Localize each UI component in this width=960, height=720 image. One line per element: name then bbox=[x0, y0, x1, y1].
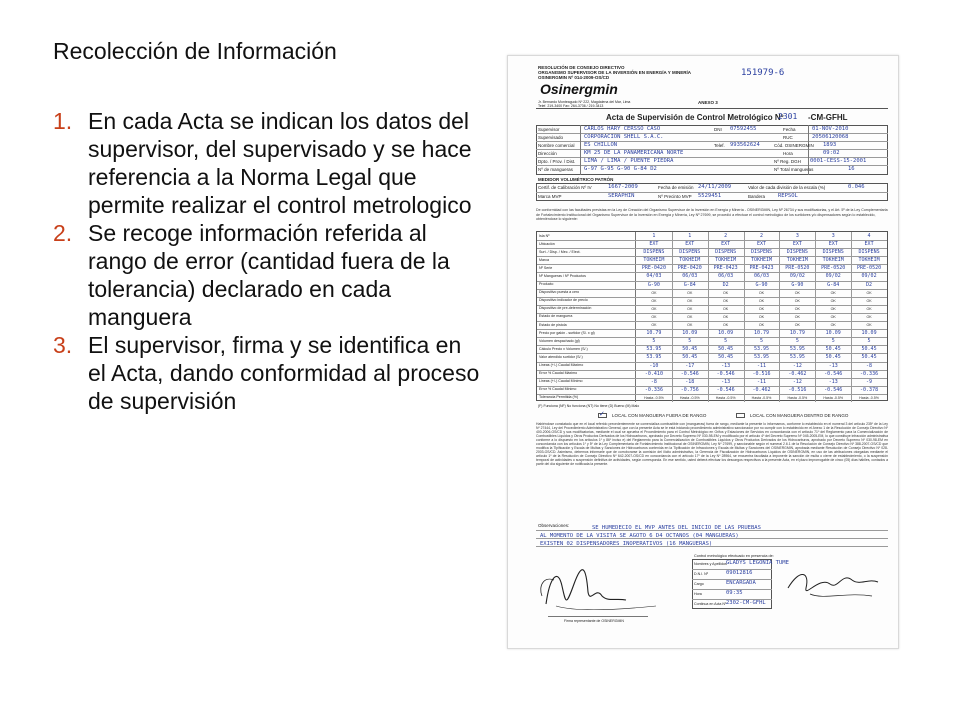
table-cell: PRE-0520 bbox=[821, 265, 846, 272]
table-row-divider bbox=[537, 370, 887, 371]
table-cell: 50.45 bbox=[825, 346, 841, 353]
row-value: 07592455 bbox=[730, 126, 757, 132]
table-cell: 5 bbox=[759, 338, 763, 345]
table-cell: -0.516 bbox=[752, 370, 771, 377]
bullet-number: 1. bbox=[53, 108, 73, 134]
table-cell: TOKHEIM bbox=[858, 257, 880, 264]
table-cell: OK bbox=[866, 298, 872, 303]
table-cell: OK bbox=[794, 290, 800, 295]
table-cell: PRE-0520 bbox=[857, 265, 882, 272]
control-label: Hora bbox=[694, 592, 702, 596]
form-title: Acta de Supervisión de Control Metrológico Nº bbox=[606, 113, 784, 122]
table-cell: OK bbox=[651, 306, 657, 311]
table-cell: DISPENS bbox=[822, 249, 844, 256]
table-row-divider bbox=[537, 386, 887, 387]
table-cell: EXT bbox=[685, 241, 695, 248]
table-cell: -0.546 bbox=[680, 370, 699, 377]
observations-label: Observaciones: bbox=[538, 523, 570, 528]
table-row-divider bbox=[537, 345, 887, 346]
table-cell: OK bbox=[830, 323, 836, 328]
patron-value: 0.046 bbox=[848, 184, 865, 190]
patron-value: SERAPHIN bbox=[608, 193, 635, 199]
table-cell: 50.45 bbox=[718, 354, 734, 361]
table-cell: 4 bbox=[867, 233, 871, 239]
row-value: LIMA / LIMA / PUENTE PIEDRA bbox=[584, 158, 674, 164]
supervisado-signature bbox=[780, 558, 885, 613]
table-row-divider bbox=[537, 321, 887, 322]
table-cell: 5 bbox=[795, 338, 799, 345]
row-label: RUC bbox=[783, 135, 793, 140]
table-cell: -0.336 bbox=[860, 370, 879, 377]
sanction-paragraph: Habiéndose constatado que en el local referido precedentemente se comercializa combustible con (mangueras) fuera de rango, mediante la presente lo informamos, conforme lo establecido en el numeral 3 del artículo 235º de la Ley Nº 27444, Ley del Procedimiento Administrativo General, que con la presente Acta se le está iniciando procedimiento administrativo sancionador por no cumplir con lo establecido en el Anexo 1 de la Resolución de Consejo Directivo Nº 400-2006-OS/CD y sus modificatorias, mediante el cual se aprueba el Procedimiento para el Control Metrológico en Grifos y Estaciones de Servicios en concordancia con el artículo 71º del Reglamento para la Comercialización de Combustibles Líquidos y Otros Productos Derivados de los Hidrocarburos, aprobado por Decreto Supremo Nº 030-98-EM y modificado por el artículo 4º del Decreto Supremo Nº 045-2005-EM, lo que constituye infracción administrativa conforme a lo dispuesto en los artículos 1º y 86º inciso e) del Reglamento para la Comercialización de Combustibles Líquidos y Otros Productos Derivados de los Hidrocarburos, aprobado por Decreto Supremo Nº 030-98-EM en concordancia con los artículos 1º y 5º de la Ley Complementaria de Fortalecimiento Institucional de OSINERGMIN, Ley Nº 27699, y sancionable según el numeral 2.6.1 de la Resolución de Consejo Directivo Nº 388-2007-OS/CD que modifica la Tipificación y Escala de Multas y Sanciones de Hidrocarburos contenida en la Tipificación de Infracciones y Escala de Multas y Sanciones del OSINERGMIN, aprobada mediante Resolución de Consejo Directivo Nº 028-2003-OS/CD. Asimismo, debemos informarle que de corroborarse la comisión del ilícito administrativo, la Gerencia de Fiscalización de Hidrocarburos Líquidos de OSINERGMIN, en uso de las atribuciones otorgadas mediante el artículo 1º de la Resolución de Consejo Directivo Nº 642-2007-OS/CD en concordancia con el artículo 17º de la Ley Nº 28964, se encuentra facultada a imponerle la sanción de multa o cierre de establecimiento, o la suspensión temporal de actividades o suspensión definitiva de actividades, según corresponda. En ese sentido, usted deberá efectuar los descargos respectivos a la presente Acta, en el plazo improrrogable de cinco (05) días hábiles, contados a partir del día siguiente de notificada la presente. bbox=[536, 422, 888, 467]
patron-label: Bandera bbox=[748, 194, 766, 199]
table-cell: PRE-0423 bbox=[749, 265, 774, 272]
table-cell: OK bbox=[687, 298, 693, 303]
table-cell: 5 bbox=[688, 338, 692, 345]
resolution-line: RESOLUCIÓN DE CONSEJO DIRECTIVO bbox=[538, 65, 625, 70]
table-cell: G-84 bbox=[683, 281, 696, 288]
table-cell: 53.95 bbox=[753, 354, 770, 361]
table-cell: PRE-0420 bbox=[641, 265, 666, 272]
patron-label: Valor de cada división de la escala (%) bbox=[748, 185, 826, 190]
table-cell: -0.410 bbox=[644, 370, 663, 377]
table-cell: -13 bbox=[721, 362, 731, 369]
table-row-label: Lineas (+/-) Caudal Mínimo bbox=[539, 379, 583, 384]
osinergmin-logo: Osinergmin bbox=[540, 81, 618, 97]
observation-text: SE HUMEDECIO EL MVP ANTES DEL INICIO DE LAS PRUEBAS bbox=[592, 525, 761, 531]
table-cell: -10 bbox=[649, 362, 659, 369]
table-row-divider bbox=[537, 289, 887, 290]
table-cell: Hasta -0.5% bbox=[715, 395, 736, 400]
table-row-divider bbox=[537, 362, 887, 363]
column-divider bbox=[580, 125, 581, 175]
table-cell: 10.09 bbox=[682, 330, 698, 337]
table-cell: G-90 bbox=[647, 281, 660, 288]
row-value: 1893 bbox=[823, 142, 837, 148]
observation-text: EXISTEN 02 DISPENSADORES INOPERATIVOS (16 MANGUERAS) bbox=[540, 541, 713, 547]
table-cell: -18 bbox=[685, 378, 695, 385]
table-row-divider bbox=[537, 248, 887, 249]
table-cell: 1 bbox=[652, 233, 656, 239]
table-cell: DISPENS bbox=[750, 249, 773, 256]
table-cell: -13 bbox=[828, 378, 838, 385]
table-row-divider bbox=[537, 337, 887, 338]
table-cell: -11 bbox=[756, 378, 766, 385]
patron-label: Nº Precinto MVP bbox=[658, 194, 692, 199]
table-cell: 10.79 bbox=[646, 330, 662, 337]
table-row-label: Nº Serie bbox=[539, 265, 553, 270]
patron-label: Fecha de emisión bbox=[658, 185, 694, 190]
checkbox-out-of-range-label: LOCAL CON MANGUERA FUERA DE RANGO bbox=[612, 413, 707, 418]
patron-value: 24/11/2009 bbox=[698, 184, 732, 190]
table-cell: OK bbox=[830, 306, 836, 311]
table-cell: -0.546 bbox=[824, 370, 843, 377]
row-label: Dirección bbox=[538, 151, 557, 156]
table-cell: -8 bbox=[650, 378, 657, 385]
supervisor-signature bbox=[536, 556, 676, 618]
form-suffix: -CM-GFHL bbox=[808, 113, 848, 122]
table-cell: OK bbox=[866, 314, 872, 319]
table-row-label: Error % Caudal Máximo bbox=[539, 371, 578, 376]
table-cell: OK bbox=[687, 314, 693, 319]
table-row-divider bbox=[537, 281, 887, 282]
table-row-label: Lineas (+/-) Caudal Máximo bbox=[539, 363, 584, 368]
table-cell: 10.09 bbox=[825, 330, 841, 337]
legal-paragraph: De conformidad con las facultades previstas en la Ley de Creación del Organismo Supervisor de la Inversión en Energía y Minería - OSINERGMIN, Ley Nº 26734 y sus modificatorias, y el Art. 5º de la Ley Complementaria de Fortalecimiento Institucional del Organismo Supervisor de la Inversión en Energía y Minería, Ley Nº 27699, se procedió a efectuar el control metrológico de los surtidores y/o dispensadores según lo establecido, obteniéndose lo siguiente: bbox=[536, 208, 888, 222]
control-value: 09012816 bbox=[726, 570, 753, 576]
table-cell: -0.462 bbox=[752, 386, 771, 393]
table-cell: 10.79 bbox=[789, 330, 805, 337]
table-cell: -17 bbox=[685, 362, 695, 369]
table-row-divider bbox=[537, 272, 887, 273]
annex-label: ANEXO 3 bbox=[698, 100, 718, 105]
patron-value: REPSOL bbox=[778, 193, 798, 199]
table-cell: 50.45 bbox=[861, 354, 877, 361]
table-cell: 5 bbox=[867, 338, 871, 345]
table-cell: 5 bbox=[652, 338, 656, 345]
table-cell: EXT bbox=[649, 241, 659, 248]
checkbox-out-of-range: ✓ bbox=[598, 413, 607, 418]
table-cell: G-84 bbox=[827, 281, 840, 288]
signature-caption: Firma representante de OSINERGMIN bbox=[564, 619, 624, 623]
bullet-list bbox=[53, 107, 483, 415]
document-phone: Telef. 219-3400 Fax: 264-3736 / 219-3413 bbox=[538, 104, 604, 108]
row-label: Nombre comercial bbox=[538, 143, 575, 148]
table-cell: OK bbox=[651, 314, 657, 319]
row-label: Fecha bbox=[783, 127, 796, 132]
table-cell: OK bbox=[758, 314, 765, 319]
row-value: G-97 G-95 G-90 G-84 D2 bbox=[584, 166, 657, 172]
table-cell: -0.336 bbox=[644, 386, 663, 393]
table-cell: 09/02 bbox=[861, 273, 877, 280]
table-cell: OK bbox=[651, 298, 657, 303]
row-label: Cód. OSINERGMIN bbox=[774, 143, 814, 148]
table-cell: 1 bbox=[688, 233, 692, 239]
bullet-number: 2. bbox=[53, 220, 73, 246]
patron-value: 1667-2009 bbox=[608, 184, 638, 190]
bullet-text: El supervisor, firma y se identifica en el Acta, dando conformidad al proceso de supervisión bbox=[88, 332, 480, 414]
table-cell: 3 bbox=[795, 233, 799, 239]
table-cell: EXT bbox=[792, 241, 802, 248]
table-cell: D2 bbox=[866, 281, 873, 288]
header-rule bbox=[536, 108, 888, 109]
document-handwritten-number: 151979-6 bbox=[741, 68, 785, 78]
table-cell: OK bbox=[758, 323, 765, 328]
table-cell: 53.95 bbox=[789, 346, 805, 353]
table-cell: TOKHEIM bbox=[643, 257, 665, 264]
table-cell: OK bbox=[758, 290, 765, 295]
table-cell: -13 bbox=[721, 378, 731, 385]
signature-rule bbox=[548, 616, 648, 617]
bullet-item bbox=[53, 107, 483, 219]
table-cell: Hasta -0.5% bbox=[859, 395, 879, 400]
control-label: Nombres y Apellidos bbox=[694, 562, 727, 566]
table-cell: -0.462 bbox=[788, 370, 807, 377]
table-cell: 09/02 bbox=[825, 273, 841, 280]
table-cell: 3 bbox=[831, 233, 835, 239]
table-cell: EXT bbox=[828, 241, 838, 248]
table-cell: Hasta -0.5% bbox=[823, 395, 844, 400]
table-row-divider bbox=[537, 394, 887, 395]
form-number: 2301 bbox=[778, 112, 798, 121]
control-value: GLADYS LEGONIA TUME bbox=[726, 560, 789, 566]
table-cell: OK bbox=[758, 298, 765, 303]
table-cell: 50.45 bbox=[825, 354, 841, 361]
table-cell: TOKHEIM bbox=[786, 257, 808, 264]
control-header: Control metrológico efectuado en presencia de: bbox=[694, 554, 774, 558]
table-row-label: Volumen despachado (gl) bbox=[539, 338, 580, 343]
table-cell: Hasta -0.5% bbox=[787, 395, 808, 400]
table-cell: 5 bbox=[724, 338, 728, 345]
table-cell: 53.95 bbox=[753, 346, 770, 353]
row-value: 20506120068 bbox=[812, 134, 849, 140]
table-cell: DISPENS bbox=[858, 249, 880, 256]
table-cell: OK bbox=[687, 290, 693, 295]
bullet-item bbox=[53, 219, 483, 331]
table-cell: 04/03 bbox=[646, 273, 662, 280]
table-row-label: Producto bbox=[539, 282, 554, 287]
row-label: Dpto. / Prov. / Dist. bbox=[538, 159, 576, 164]
table-cell: -0.546 bbox=[716, 386, 735, 393]
control-label: Cargo bbox=[694, 582, 704, 586]
table-row-divider bbox=[537, 264, 887, 265]
control-value: 2302-CM-GFHL bbox=[726, 600, 766, 606]
table-cell: OK bbox=[723, 306, 729, 311]
checkbox-in-range-label: LOCAL CON MANGUERA DENTRO DE RANGO bbox=[750, 413, 849, 418]
control-label: D.N.I. Nº bbox=[694, 572, 709, 576]
row-value: CARLOS HARY CERSSO CASO bbox=[584, 126, 661, 132]
table-row-label: Precio por galón - surtidor (S/. x gl) bbox=[539, 330, 595, 335]
table-cell: Hasta -0.5% bbox=[679, 395, 700, 400]
table-cell: G-90 bbox=[791, 281, 804, 288]
table-row-divider bbox=[537, 353, 887, 354]
bullet-text: Se recoge información referida al rango de error (cantidad fuera de la tolerancia) declarado en cada manguera bbox=[88, 220, 450, 330]
table-cell: -12 bbox=[792, 378, 802, 385]
table-cell: TOKHEIM bbox=[679, 257, 701, 264]
table-cell: 06/03 bbox=[718, 273, 734, 280]
resolution-line: ORGANISMO SUPERVISOR DE LA INVERSIÓN EN ENERGÍA Y MINERÍA bbox=[538, 70, 691, 75]
patron-label: Marca MVP bbox=[538, 194, 562, 199]
table-row-label: Marca bbox=[539, 257, 549, 262]
table-cell: EXT bbox=[756, 241, 766, 248]
control-value: 09:35 bbox=[726, 590, 743, 596]
table-cell: PRE-0423 bbox=[713, 265, 738, 272]
table-row-label: Nº Mangueras / Nº Productos bbox=[539, 273, 586, 278]
table-cell: 10.09 bbox=[718, 330, 734, 337]
row-value: 0001-CESS-15-2001 bbox=[810, 158, 867, 164]
table-cell: 53.95 bbox=[646, 354, 662, 361]
slide-title: Recolección de Información bbox=[53, 38, 337, 64]
row-value: 01-NOV-2010 bbox=[812, 126, 849, 132]
table-cell: 06/03 bbox=[753, 273, 770, 280]
table-cell: PRE-0420 bbox=[677, 265, 702, 272]
table-cell: -0.756 bbox=[680, 386, 699, 393]
table-cell: -8 bbox=[866, 362, 873, 369]
table-columns bbox=[636, 232, 887, 402]
table-cell: OK bbox=[794, 323, 800, 328]
table-cell: DISPENS bbox=[679, 249, 701, 256]
table-cell: OK bbox=[830, 314, 836, 319]
table-cell: 53.95 bbox=[789, 354, 805, 361]
row-label: Telef. bbox=[714, 143, 725, 148]
table-cell: OK bbox=[866, 306, 872, 311]
table-row-divider bbox=[537, 329, 887, 330]
table-row-label: Valor atendido surtidor (S/.) bbox=[539, 354, 583, 359]
observation-text: AL MOMENTO DE LA VISITA SE AGOTO 6 D4 OCTANOS (04 MANGUERAS) bbox=[540, 533, 739, 539]
row-label: Nº Reg. DGH bbox=[774, 159, 801, 164]
table-cell: 5 bbox=[831, 338, 835, 345]
row-label: Nº Total mangueras bbox=[774, 167, 814, 172]
table-row-divider bbox=[537, 240, 887, 241]
checkbox-in-range bbox=[736, 413, 745, 418]
table-cell: Hasta -0.5% bbox=[644, 395, 664, 400]
table-cell: EXT bbox=[864, 241, 874, 248]
table-cell: D2 bbox=[722, 281, 729, 288]
table-cell: Hasta -0.5% bbox=[751, 395, 772, 400]
row-value: 16 bbox=[848, 166, 855, 172]
table-cell: G-90 bbox=[755, 281, 768, 288]
document-address: Jr. Bernardo Monteagudo Nº 222, Magdalena del Mar, Lima bbox=[538, 100, 631, 104]
table-cell: OK bbox=[794, 298, 800, 303]
table-cell: -13 bbox=[828, 362, 838, 369]
patron-header: MEDIDOR VOLUMÉTRICO PATRÓN bbox=[538, 177, 614, 182]
table-cell: TOKHEIM bbox=[715, 257, 737, 264]
row-value: 09:02 bbox=[823, 150, 840, 156]
bullet-item bbox=[53, 331, 483, 415]
row-label: DNI bbox=[714, 127, 722, 132]
table-cell: 50.45 bbox=[682, 346, 698, 353]
table-cell: OK bbox=[687, 306, 693, 311]
row-value: KM 25 DE LA PANAMERICANA NORTE bbox=[584, 150, 684, 156]
table-row-label: Dispositivo indicador de precio bbox=[539, 298, 588, 303]
row-label: Nº de mangueras bbox=[538, 167, 573, 172]
table-footnote: (F) Funciona (NF) No funciona (NT) No tiene (D) Bueno (M) Malo bbox=[538, 404, 640, 408]
bullet-text: En cada Acta se indican los datos del supervisor, del supervisado y se hace referencia a la Norma Legal que permite realizar el control metrologico bbox=[88, 108, 472, 218]
table-cell: 09/02 bbox=[789, 273, 805, 280]
table-cell: OK bbox=[794, 306, 800, 311]
table-row-divider bbox=[537, 256, 887, 257]
control-label: Continua en Acta Nº bbox=[694, 602, 727, 606]
table-row-label: Error % Caudal Mínimo bbox=[539, 387, 577, 392]
table-cell: 50.45 bbox=[718, 346, 734, 353]
table-cell: -0.378 bbox=[860, 386, 879, 393]
table-row-divider bbox=[537, 305, 887, 306]
table-row-label: Estado de pistola bbox=[539, 322, 567, 327]
scanned-document bbox=[507, 55, 899, 649]
measurement-table bbox=[536, 231, 888, 401]
table-cell: 2 bbox=[759, 233, 763, 239]
row-label: Supervisor bbox=[538, 127, 560, 132]
table-cell: 53.95 bbox=[646, 346, 662, 353]
table-row-divider bbox=[537, 297, 887, 298]
table-cell: DISPENS bbox=[786, 249, 808, 256]
row-label: Supervisado bbox=[538, 135, 564, 140]
table-cell: -12 bbox=[792, 362, 802, 369]
table-cell: DISPENS bbox=[715, 249, 737, 256]
table-cell: 10.09 bbox=[861, 330, 877, 337]
table-cell: -11 bbox=[756, 362, 766, 369]
table-cell: OK bbox=[651, 323, 657, 328]
table-cell: TOKHEIM bbox=[750, 257, 773, 264]
table-cell: OK bbox=[794, 314, 800, 319]
table-cell: TOKHEIM bbox=[822, 257, 844, 264]
table-cell: OK bbox=[866, 323, 872, 328]
patron-label: Certif. de Calibración Nº IV bbox=[538, 185, 592, 190]
row-value: CORPORACION SHELL S.A.C. bbox=[584, 134, 664, 140]
table-cell: OK bbox=[830, 290, 836, 295]
table-cell: PRE-0520 bbox=[785, 265, 810, 272]
table-cell: EXT bbox=[721, 241, 731, 248]
row-label: Hora bbox=[783, 151, 793, 156]
row-value: ES CHILLON bbox=[584, 142, 618, 148]
table-cell: -0.546 bbox=[716, 370, 735, 377]
table-cell: OK bbox=[723, 314, 729, 319]
row-value: 993562624 bbox=[730, 142, 760, 148]
table-cell: 10.79 bbox=[753, 330, 770, 337]
table-cell: 2 bbox=[724, 233, 728, 239]
table-cell: OK bbox=[651, 290, 657, 295]
table-cell: 50.45 bbox=[861, 346, 877, 353]
table-cell: OK bbox=[866, 290, 872, 295]
table-row-label: Ubicación bbox=[539, 241, 555, 246]
table-cell: OK bbox=[830, 298, 836, 303]
table-row-label: Cálculo Precio x Volumen (S/.) bbox=[539, 346, 588, 351]
table-row-label: Dispositivo puesta a cero bbox=[539, 290, 580, 295]
table-cell: -0.546 bbox=[824, 386, 843, 393]
table-cell: -0.516 bbox=[788, 386, 807, 393]
bullet-number: 3. bbox=[53, 332, 73, 358]
table-row-divider bbox=[537, 313, 887, 314]
control-value: ENCARGADA bbox=[726, 580, 756, 586]
table-row-label: Tolerancia Permitida (%) bbox=[539, 395, 579, 400]
table-cell: DISPENS bbox=[643, 249, 665, 256]
table-cell: OK bbox=[687, 323, 693, 328]
table-cell: OK bbox=[723, 323, 729, 328]
table-cell: OK bbox=[723, 290, 729, 295]
table-row-label: Dispositivo de pre-determinación bbox=[539, 306, 592, 311]
table-cell: 50.45 bbox=[682, 354, 698, 361]
table-cell: OK bbox=[723, 298, 729, 303]
patron-value: 5529451 bbox=[698, 193, 722, 199]
resolution-line: OSINERGMIN Nº 014-2009-OS/CD bbox=[538, 75, 610, 80]
table-row-label: Isla Nº bbox=[539, 233, 550, 238]
table-cell: 06/03 bbox=[682, 273, 698, 280]
table-row-label: Estado de manguera bbox=[539, 314, 573, 319]
table-cell: OK bbox=[758, 306, 765, 311]
table-row-divider bbox=[537, 378, 887, 379]
table-row-label: Surt. / Disp. / Mec. / Elect. bbox=[539, 249, 581, 254]
table-cell: -9 bbox=[866, 378, 873, 385]
